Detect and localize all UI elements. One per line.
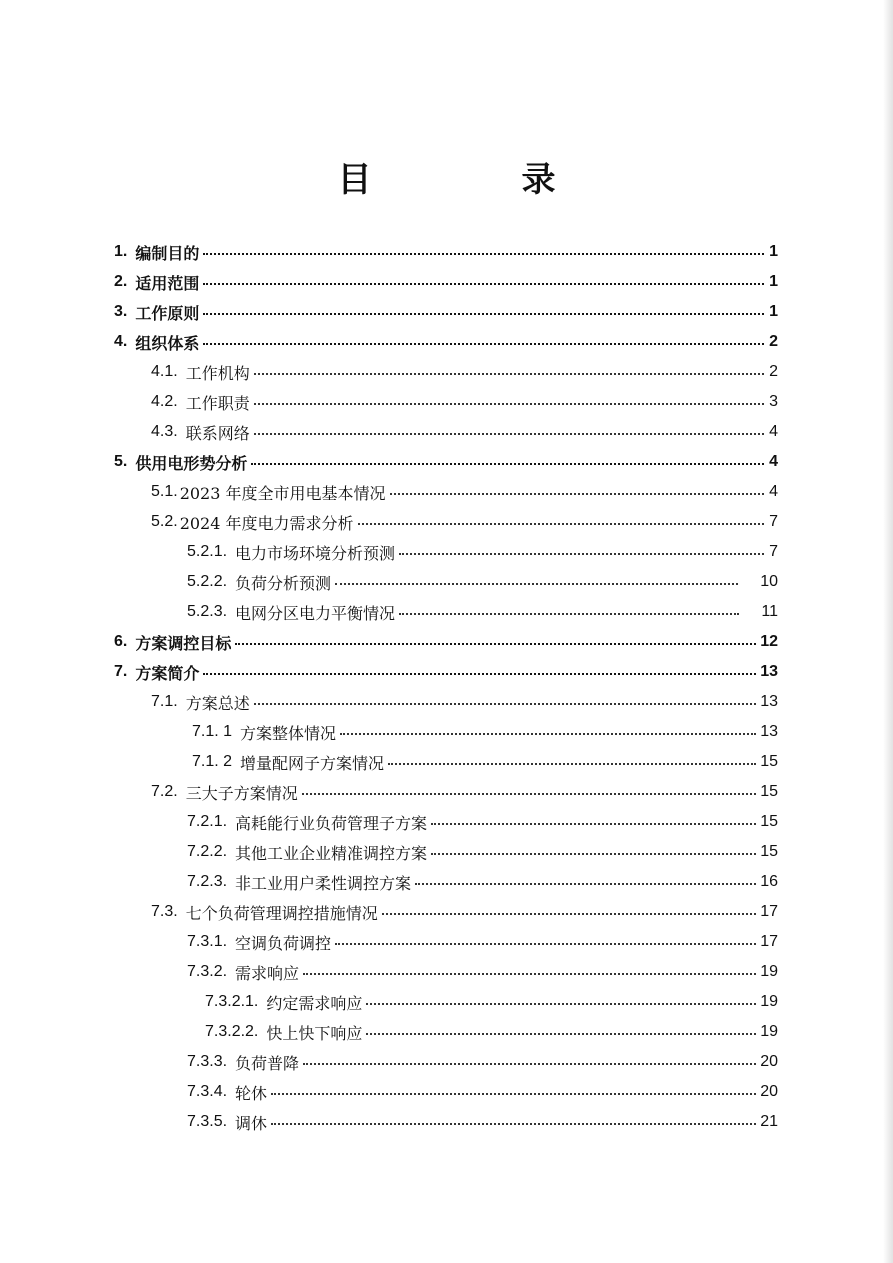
toc-entry-title: 供用电形势分析 <box>135 453 248 473</box>
toc-entry-number: 5.2. <box>151 513 178 530</box>
toc-entry[interactable] <box>151 777 778 807</box>
toc-entry[interactable] <box>151 687 778 717</box>
toc-entry-title: 七个负荷管理调控措施情况 <box>185 903 378 923</box>
toc-entry-title: 电网分区电力平衡情况 <box>235 603 396 623</box>
toc-entry[interactable] <box>187 537 778 567</box>
toc-entry-page: 1 <box>769 243 778 260</box>
toc-entry[interactable] <box>187 567 778 597</box>
toc-entry-title: 方案整体情况 <box>240 723 337 743</box>
toc-title: 目 录 <box>337 160 614 200</box>
toc-entry-title: 组织体系 <box>135 333 200 353</box>
toc-leader-dots <box>271 1123 756 1125</box>
toc-entry-page: 11 <box>761 603 778 620</box>
toc-entry-number: 6. <box>114 633 128 650</box>
toc-leader-dots <box>203 313 764 315</box>
toc-leader-dots <box>303 973 756 975</box>
toc-entry-page: 17 <box>760 903 778 920</box>
toc-leader-dots <box>431 823 756 825</box>
toc-leader-dots <box>335 943 756 945</box>
toc-entry-page: 15 <box>760 783 778 800</box>
toc-entry[interactable] <box>187 927 778 957</box>
toc-entry-number: 2. <box>114 273 128 290</box>
toc-entry[interactable] <box>187 1107 778 1137</box>
toc-entry-page: 17 <box>760 933 778 950</box>
toc-entry[interactable] <box>187 957 778 987</box>
toc-entry-number: 7.2.2. <box>187 843 228 860</box>
toc-leader-dots <box>251 463 764 465</box>
toc-leader-dots <box>399 613 739 615</box>
toc-entry-page: 4 <box>769 483 778 500</box>
toc-leader-dots <box>390 493 765 495</box>
toc-entry-number: 7.3.1. <box>187 933 228 950</box>
toc-entry-title: 调休 <box>235 1113 268 1133</box>
toc-entry-page: 21 <box>760 1113 778 1130</box>
toc-leader-dots <box>271 1093 756 1095</box>
toc-entry-page: 3 <box>769 393 778 410</box>
toc-entry-number: 5.2.2. <box>187 573 228 590</box>
toc-entry[interactable] <box>151 357 778 387</box>
toc-entry-title: 联系网络 <box>185 423 250 443</box>
toc-entry-number: 7.2. <box>151 783 178 800</box>
toc-entry-page: 19 <box>760 963 778 980</box>
toc-entry-number: 5.2.3. <box>187 603 228 620</box>
toc-entry[interactable] <box>151 387 778 417</box>
toc-entry-title: 约定需求响应 <box>266 993 363 1013</box>
toc-entry-number: 7.3.4. <box>187 1083 228 1100</box>
toc-entry-number: 5.2.1. <box>187 543 228 560</box>
toc-entry[interactable] <box>192 717 778 747</box>
toc-entry-number: 4.1. <box>151 363 178 380</box>
toc-entry-number: 7. <box>114 663 128 680</box>
toc-leader-dots <box>415 883 756 885</box>
toc-leader-dots <box>340 733 756 735</box>
toc-leader-dots <box>366 1033 756 1035</box>
toc-entry[interactable] <box>187 867 778 897</box>
toc-entry[interactable] <box>114 267 778 297</box>
toc-entry-page: 12 <box>760 633 778 650</box>
toc-entry-title: 适用范围 <box>135 273 200 293</box>
toc-entry[interactable] <box>114 657 778 687</box>
toc-entry[interactable] <box>187 1077 778 1107</box>
toc-entry-page: 13 <box>760 663 778 680</box>
toc-entry[interactable] <box>114 627 778 657</box>
toc-entry-title: 工作职责 <box>185 393 250 413</box>
toc-entry[interactable] <box>151 897 778 927</box>
toc-entry-title: 高耗能行业负荷管理子方案 <box>235 813 428 833</box>
toc-entry-title: 轮休 <box>235 1083 268 1103</box>
toc-entry-page: 15 <box>760 753 778 770</box>
toc-entry-number: 7.3.3. <box>187 1053 228 1070</box>
toc-leader-dots <box>358 523 765 525</box>
toc-entry[interactable] <box>192 747 778 777</box>
toc-entry-number: 7.3.2.1. <box>205 993 259 1010</box>
toc-entry-number: 1. <box>114 243 128 260</box>
toc-entry-page: 16 <box>760 873 778 890</box>
toc-leader-dots <box>203 283 764 285</box>
toc-leader-dots <box>203 253 764 255</box>
toc-entry-page: 4 <box>769 453 778 470</box>
toc-leader-dots <box>431 853 756 855</box>
toc-entry-number: 7.3.2.2. <box>205 1023 259 1040</box>
toc-entry-page: 7 <box>769 543 778 560</box>
toc-entry-title: 三大子方案情况 <box>185 783 298 803</box>
toc-entry-page: 4 <box>769 423 778 440</box>
toc-entry-page: 20 <box>760 1083 778 1100</box>
toc-entry-number: 4. <box>114 333 128 350</box>
toc-leader-dots <box>399 553 764 555</box>
toc-leader-dots <box>388 763 756 765</box>
toc-entry-number: 7.3.5. <box>187 1113 228 1130</box>
toc-entry[interactable] <box>205 1017 778 1047</box>
toc-entry-number: 7.1. <box>151 693 178 710</box>
toc-entry[interactable] <box>187 837 778 867</box>
toc-entry-title: 编制目的 <box>135 243 200 263</box>
toc-entry-page: 13 <box>760 723 778 740</box>
toc-entry[interactable] <box>114 237 778 267</box>
toc-leader-dots <box>254 703 757 705</box>
toc-entry[interactable] <box>151 477 778 507</box>
toc-entry-title: 方案简介 <box>135 663 200 683</box>
toc-entry-number: 5.1. <box>151 483 178 500</box>
toc-entry-page: 2 <box>769 363 778 380</box>
toc-leader-dots <box>203 673 756 675</box>
toc-entry-number: 7.3. <box>151 903 178 920</box>
toc-entry-page: 20 <box>760 1053 778 1070</box>
toc-entry-page: 15 <box>760 843 778 860</box>
toc-entry-title: 需求响应 <box>235 963 300 983</box>
toc-entry-page: 13 <box>760 693 778 710</box>
toc-entry-number: 7.1. 1 <box>192 723 233 740</box>
toc-entry[interactable] <box>114 447 778 477</box>
toc-entry-title: 快上快下响应 <box>266 1023 363 1043</box>
toc-leader-dots <box>382 913 757 915</box>
toc-leader-dots <box>335 583 738 585</box>
toc-leader-dots <box>235 643 756 645</box>
toc-entry-page: 19 <box>760 993 778 1010</box>
toc-entry-number: 4.2. <box>151 393 178 410</box>
toc-entry-title: 方案总述 <box>185 693 250 713</box>
toc-entry[interactable] <box>114 327 778 357</box>
toc-entry-number: 3. <box>114 303 128 320</box>
toc-entry[interactable] <box>187 597 778 627</box>
toc-entry-page: 19 <box>760 1023 778 1040</box>
toc-entry[interactable] <box>187 807 778 837</box>
toc-entry-title: 工作机构 <box>185 363 250 383</box>
toc-leader-dots <box>254 433 764 435</box>
toc-leader-dots <box>303 1063 756 1065</box>
toc-leader-dots <box>203 343 764 345</box>
toc-entry-title: 负荷分析预测 <box>235 573 332 593</box>
toc-entry-page: 2 <box>769 333 778 350</box>
toc-entry[interactable] <box>114 297 778 327</box>
toc-entry-number: 7.2.1. <box>187 813 228 830</box>
toc-entry[interactable] <box>205 987 778 1017</box>
toc-entry-title: 方案调控目标 <box>135 633 232 653</box>
toc-leader-dots <box>254 403 764 405</box>
toc-entry-title: 电力市场环境分析预测 <box>235 543 396 563</box>
toc-entry-number: 5. <box>114 453 128 470</box>
toc-entry-page: 1 <box>769 303 778 320</box>
toc-entry-page: 10 <box>760 573 778 590</box>
toc-entry-page: 1 <box>769 273 778 290</box>
toc-entry-title: 非工业用户柔性调控方案 <box>235 873 412 893</box>
toc-leader-dots <box>366 1003 756 1005</box>
toc-entry-title: 负荷普降 <box>235 1053 300 1073</box>
toc-entry-title: 工作原则 <box>135 303 200 323</box>
toc-entry-title: 2023 年度全市用电基本情况 <box>179 483 386 503</box>
toc-entry-number: 7.2.3. <box>187 873 228 890</box>
toc-leader-dots <box>302 793 757 795</box>
toc-entry[interactable] <box>151 507 778 537</box>
toc-leader-dots <box>254 373 764 375</box>
toc-entry[interactable] <box>187 1047 778 1077</box>
toc-entry-page: 15 <box>760 813 778 830</box>
toc-entry-title: 增量配网子方案情况 <box>240 753 385 773</box>
toc-entry-title: 2024 年度电力需求分析 <box>179 513 354 533</box>
toc-entry-title: 空调负荷调控 <box>235 933 332 953</box>
toc-entry-title: 其他工业企业精准调控方案 <box>235 843 428 863</box>
toc-entry-number: 7.3.2. <box>187 963 228 980</box>
toc-entry[interactable] <box>151 417 778 447</box>
toc-entry-number: 7.1. 2 <box>192 753 233 770</box>
toc-entry-page: 7 <box>769 513 778 530</box>
toc-entry-number: 4.3. <box>151 423 178 440</box>
